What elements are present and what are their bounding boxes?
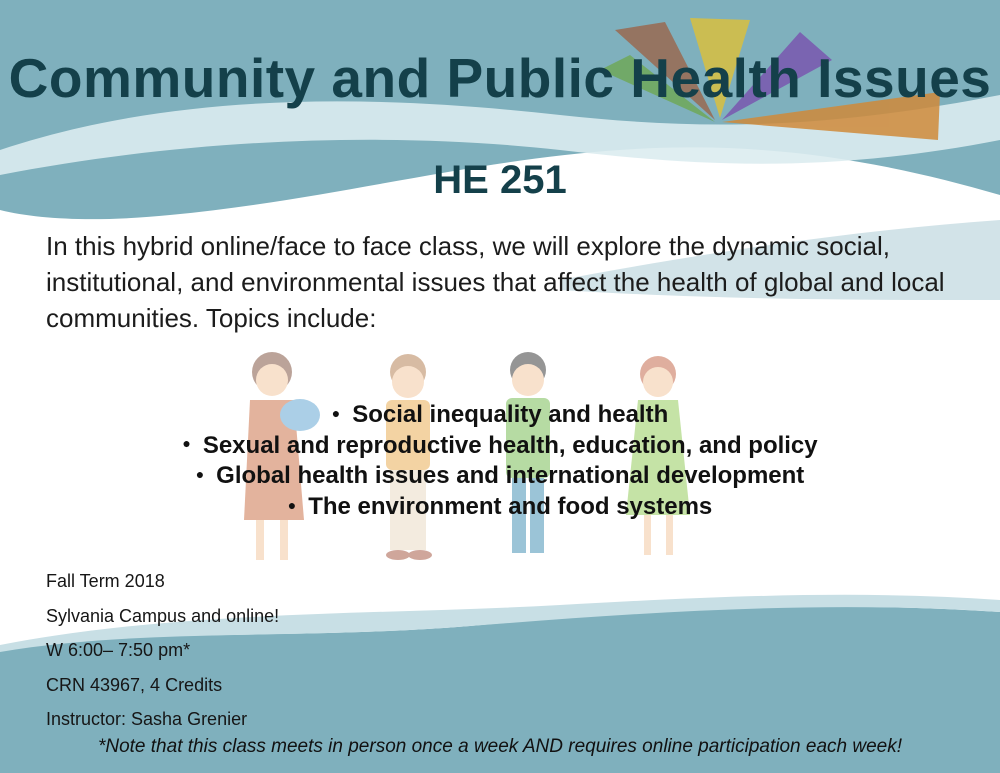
schedule-text: W 6:00– 7:50 pm* (46, 640, 191, 660)
footnote: *Note that this class meets in person once a week AND requires online participation each week! (97, 736, 903, 757)
course-description: In this hybrid online/face to face class, we will explore the dynamic social, institutional, and environmental issues that affect the health of global and local communities. Topics include: (46, 231, 945, 333)
topic-item: ● The environment and food systems (0, 492, 1000, 523)
crn-text: CRN 43967, 4 Credits (46, 674, 223, 695)
bullet-icon: ● (195, 465, 205, 482)
term-text: Fall Term 2018 (46, 571, 165, 591)
page-title: Community and Public Health Issues (8, 47, 992, 109)
topic-item: ● Global health issues and international development (0, 461, 1000, 492)
course-code: HE 251 (433, 158, 567, 202)
topics-list (0, 400, 1000, 523)
course-details (46, 564, 279, 737)
bullet-icon: ● (287, 496, 297, 513)
instructor-text: Instructor: Sasha Grenier (46, 709, 248, 729)
bullet-icon: ● (331, 404, 341, 421)
bullet-icon: ● (182, 435, 191, 452)
location-text: Sylvania Campus and online! (46, 605, 280, 626)
topic-item: ● Social inequality and health (0, 400, 1000, 431)
topic-item: ● Sexual and reproductive health, education, and policy (0, 431, 1000, 462)
